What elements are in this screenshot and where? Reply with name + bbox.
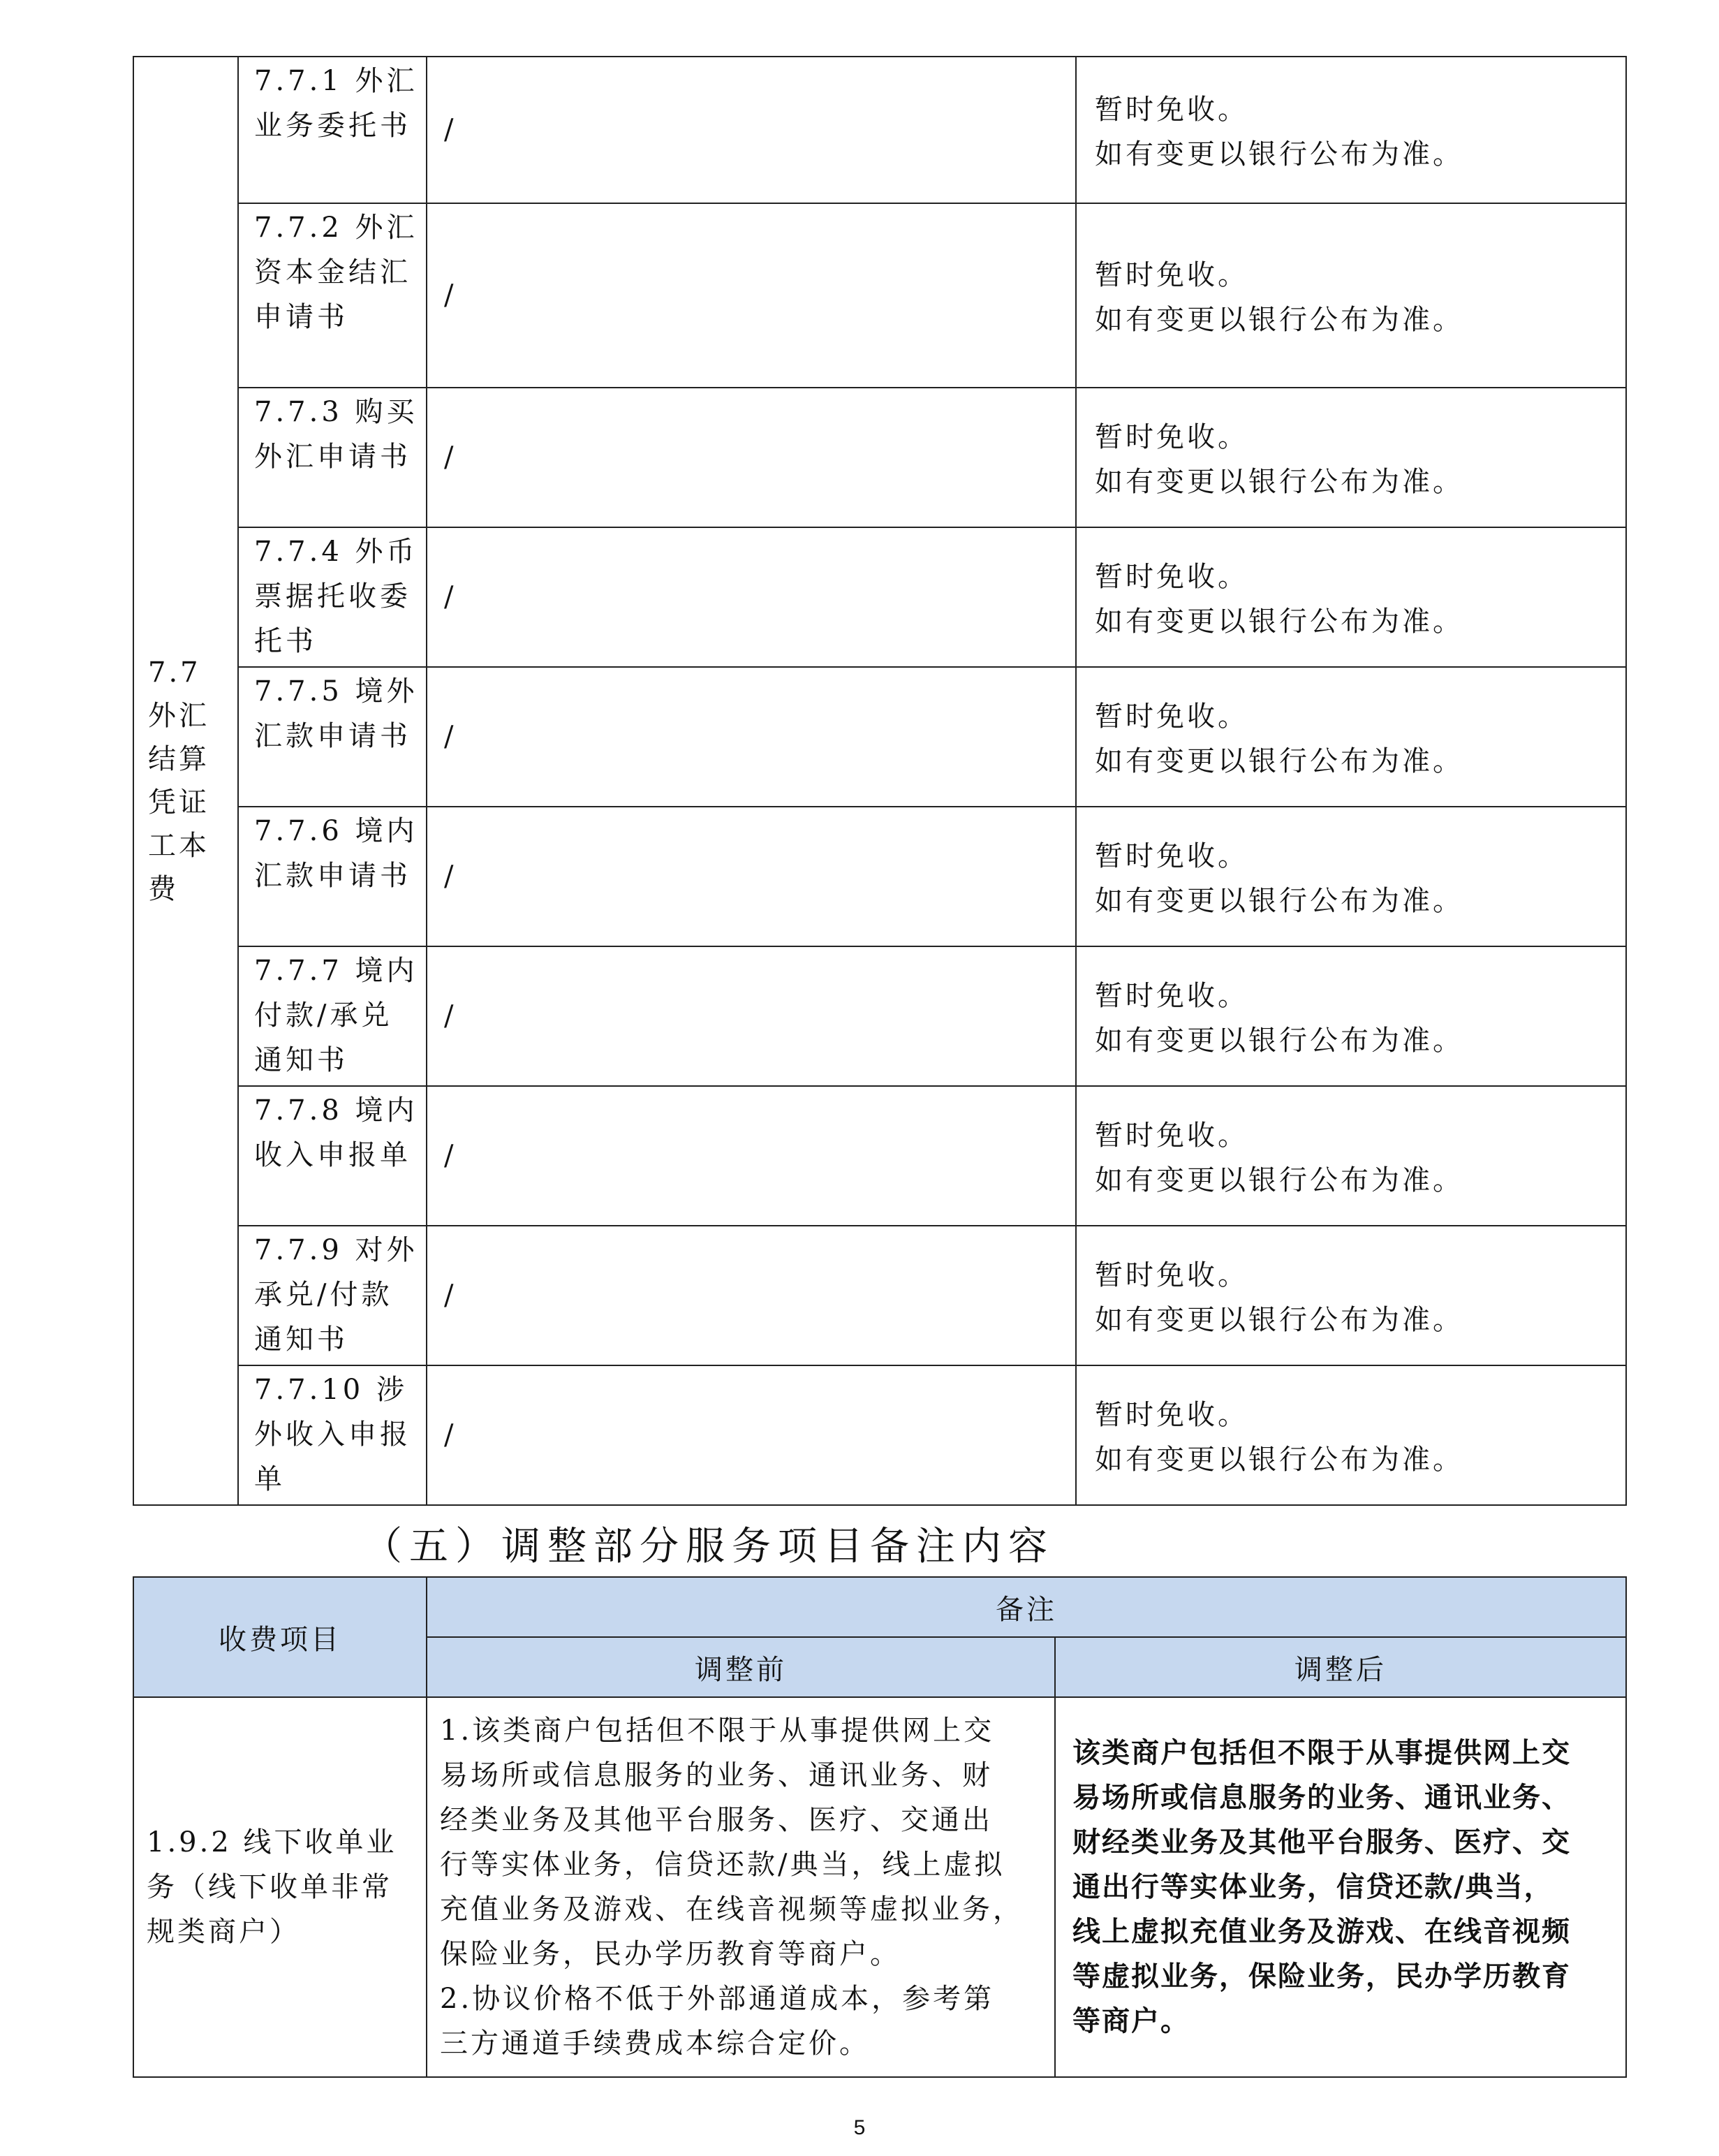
fee-item: 7.7.10 涉外收入申报单 [238, 1365, 427, 1505]
before-line: 充值业务及游戏、在线音视频等虚拟业务， [440, 1893, 1024, 1926]
before-cell [427, 1697, 1055, 2077]
fee-note [1076, 57, 1626, 203]
fee-note [1076, 946, 1626, 1086]
fee-item: 7.7.1 外汇业务委托书 [238, 57, 427, 203]
category-line: 费 [148, 873, 179, 905]
page-number: 5 [853, 2116, 866, 2139]
fee-row [133, 807, 1626, 946]
fee-row [133, 1365, 1626, 1505]
note-line: 暂时免收。 [1095, 94, 1248, 126]
note-line: 如有变更以银行公布为准。 [1095, 745, 1463, 777]
fee-note [1076, 527, 1626, 667]
fee-item: 7.7.7 境内付款/承兑通知书 [238, 946, 427, 1086]
before-line: 经类业务及其他平台服务、医疗、交通出 [440, 1804, 993, 1836]
category-line: 结算 [148, 743, 209, 775]
before-header: 调整前 [427, 1637, 1055, 1697]
fee-row [133, 1226, 1626, 1365]
after-line: 等商户。 [1072, 2004, 1190, 2037]
fee-item-cell [133, 1697, 427, 2077]
note-line: 如有变更以银行公布为准。 [1095, 885, 1463, 917]
note-line: 暂时免收。 [1095, 561, 1248, 593]
remark-header: 备注 [427, 1577, 1626, 1637]
fee-row [133, 946, 1626, 1086]
note-line: 如有变更以银行公布为准。 [1095, 138, 1463, 170]
fee-item: 7.7.4 外币票据托收委托书 [238, 527, 427, 667]
fee-note [1076, 1226, 1626, 1365]
after-line: 财经类业务及其他平台服务、医疗、交 [1072, 1826, 1571, 1858]
fee-item-line: 务（线下收单非常 [147, 1871, 392, 1903]
fee-note [1076, 807, 1626, 946]
fee-row [133, 667, 1626, 807]
after-line: 线上虚拟充值业务及游戏、在线音视频 [1072, 1915, 1571, 1948]
fee-standard: / [427, 527, 1076, 667]
category-line: 外汇 [148, 700, 209, 732]
fee-item: 7.7.5 境外汇款申请书 [238, 667, 427, 807]
note-line: 暂时免收。 [1095, 1120, 1248, 1152]
note-line: 如有变更以银行公布为准。 [1095, 1444, 1463, 1476]
fee-standard: / [427, 57, 1076, 203]
category-cell [133, 57, 238, 1505]
fee-note [1076, 1086, 1626, 1226]
fee-note [1076, 667, 1626, 807]
fee-note [1076, 1365, 1626, 1505]
fee-note [1076, 203, 1626, 388]
before-line: 行等实体业务，信贷还款/典当，线上虚拟 [440, 1849, 1005, 1881]
remark-row [133, 1697, 1626, 2077]
fee-item: 7.7.3 购买外汇申请书 [238, 388, 427, 527]
fee-item: 7.7.6 境内汇款申请书 [238, 807, 427, 946]
note-line: 暂时免收。 [1095, 259, 1248, 291]
fee-item: 7.7.2 外汇资本金结汇申请书 [238, 203, 427, 388]
fee-row [133, 388, 1626, 527]
note-line: 如有变更以银行公布为准。 [1095, 466, 1463, 498]
note-line: 如有变更以银行公布为准。 [1095, 1164, 1463, 1196]
before-line: 2.协议价格不低于外部通道成本，参考第 [440, 1983, 995, 2015]
fee-row [133, 203, 1626, 388]
fee-table [133, 56, 1627, 1506]
note-line: 暂时免收。 [1095, 701, 1248, 733]
note-line: 如有变更以银行公布为准。 [1095, 304, 1463, 336]
before-line: 易场所或信息服务的业务、通讯业务、财 [440, 1759, 993, 1791]
fee-item: 7.7.9 对外承兑/付款通知书 [238, 1226, 427, 1365]
fee-table-body [133, 57, 1626, 1505]
note-line: 如有变更以银行公布为准。 [1095, 1025, 1463, 1057]
note-line: 暂时免收。 [1095, 1259, 1248, 1291]
fee-item-line: 1.9.2 线下收单业 [147, 1826, 397, 1858]
fee-row [133, 527, 1626, 667]
fee-row [133, 1086, 1626, 1226]
category-line: 7.7 [148, 657, 201, 689]
note-line: 如有变更以银行公布为准。 [1095, 1304, 1463, 1336]
note-line: 暂时免收。 [1095, 1399, 1248, 1431]
category-line: 凭证 [148, 786, 209, 819]
fee-standard: / [427, 946, 1076, 1086]
fee-standard: / [427, 667, 1076, 807]
fee-row [133, 57, 1626, 203]
before-line: 三方通道手续费成本综合定价。 [440, 2027, 870, 2060]
after-line: 通出行等实体业务，信贷还款/典当， [1072, 1870, 1554, 1903]
before-line: 保险业务，民办学历教育等商户。 [440, 1938, 901, 1970]
fee-item-line: 规类商户） [147, 1916, 300, 1948]
fee-standard: / [427, 388, 1076, 527]
note-line: 暂时免收。 [1095, 840, 1248, 872]
remark-table [133, 1576, 1627, 2078]
after-line: 易场所或信息服务的业务、通讯业务、 [1072, 1781, 1571, 1814]
fee-standard: / [427, 203, 1076, 388]
fee-standard: / [427, 807, 1076, 946]
note-line: 如有变更以银行公布为准。 [1095, 606, 1463, 638]
fee-note [1076, 388, 1626, 527]
after-header: 调整后 [1055, 1637, 1626, 1697]
fee-standard: / [427, 1226, 1076, 1365]
category-line: 工本 [148, 830, 209, 862]
fee-item-header: 收费项目 [133, 1577, 427, 1697]
after-line: 该类商户包括但不限于从事提供网上交 [1072, 1736, 1571, 1769]
fee-standard: / [427, 1365, 1076, 1505]
fee-item: 7.7.8 境内收入申报单 [238, 1086, 427, 1226]
section-title: （五）调整部分服务项目备注内容 [363, 1524, 1054, 1569]
note-line: 暂时免收。 [1095, 980, 1248, 1012]
after-cell [1055, 1697, 1626, 2077]
after-line: 等虚拟业务，保险业务，民办学历教育 [1072, 1960, 1571, 1993]
before-line: 1.该类商户包括但不限于从事提供网上交 [440, 1715, 995, 1747]
remark-header-row [133, 1577, 1626, 1637]
fee-standard: / [427, 1086, 1076, 1226]
note-line: 暂时免收。 [1095, 421, 1248, 453]
